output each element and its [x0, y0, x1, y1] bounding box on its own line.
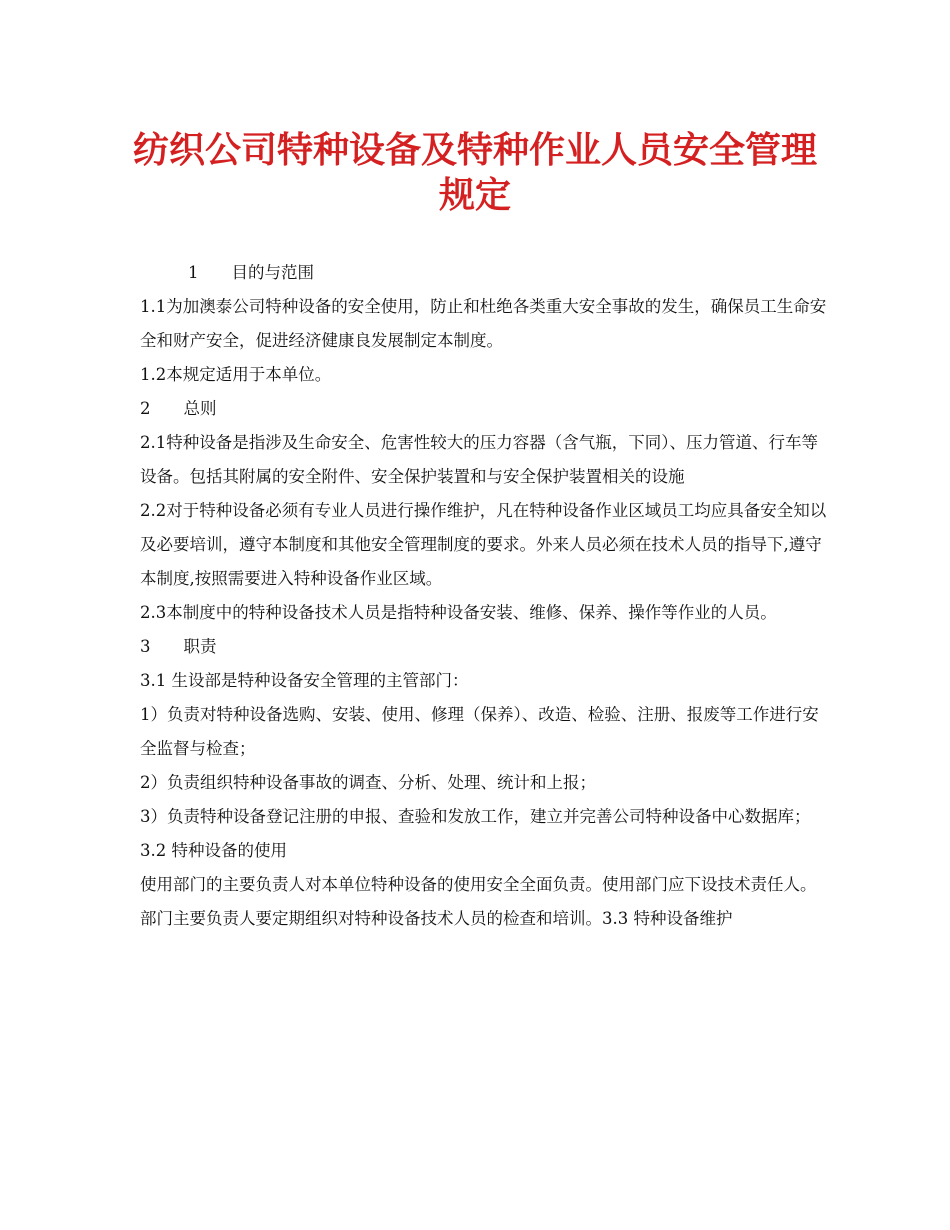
paragraph-3-1: 3.1 生设部是特种设备安全管理的主管部门： — [140, 671, 469, 690]
paragraph-2-2: 2.2对于特种设备必须有专业人员进行操作维护，凡在特种设备作业区域员工均应具备安全知以及必要培训，遵守本制度和其他安全管理制度的要求。外来人员必须在技术人员的指导下,遵守本制度,按照需要进入特种设备作业区域。 — [140, 501, 827, 588]
list-item-2: 2）负责组织特种设备事故的调查、分析、处理、统计和上报； — [140, 773, 596, 792]
document-title-line-2: 规定 — [438, 175, 511, 216]
paragraph-2-1: 2.1特种设备是指涉及生命安全、危害性较大的压力容器（含气瓶，下同）、压力管道、行车等设备。包括其附属的安全附件、安全保护装置和与安全保护装置相关的设施 — [140, 433, 818, 486]
paragraph-3-2-body: 使用部门的主要负责人对本单位特种设备的使用安全全面负责。使用部门应下设技术责任人。部门主要负责人要定期组织对特种设备技术人员的检查和培训。3.3 特种设备维护 — [140, 875, 817, 928]
document-body — [140, 256, 830, 936]
document-title-line-1: 纺织公司特种设备及特种作业人员安全管理 — [132, 130, 817, 171]
list-item-3: 3）负责特种设备登记注册的申报、查验和发放工作，建立并完善公司特种设备中心数据库； — [140, 807, 811, 826]
paragraph-1-2: 1.2本规定适用于本单位。 — [140, 365, 332, 384]
section-heading-2: 2 总则 — [140, 399, 217, 418]
paragraph-2-3: 2.3本制度中的特种设备技术人员是指特种设备安装、维修、保养、操作等作业的人员。 — [140, 603, 777, 622]
list-item-1: 1）负责对特种设备选购、安装、使用、修理（保养）、改造、检验、注册、报废等工作进行安全监督与检查； — [140, 705, 819, 758]
paragraph-3-2-heading: 3.2 特种设备的使用 — [140, 841, 287, 860]
section-heading-3: 3 职责 — [140, 637, 217, 656]
section-heading-1: 1 目的与范围 — [188, 263, 314, 282]
paragraph-1-1: 1.1为加澳泰公司特种设备的安全使用，防止和杜绝各类重大安全事故的发生，确保员工生命安全和财产安全，促进经济健康良发展制定本制度。 — [140, 297, 827, 350]
